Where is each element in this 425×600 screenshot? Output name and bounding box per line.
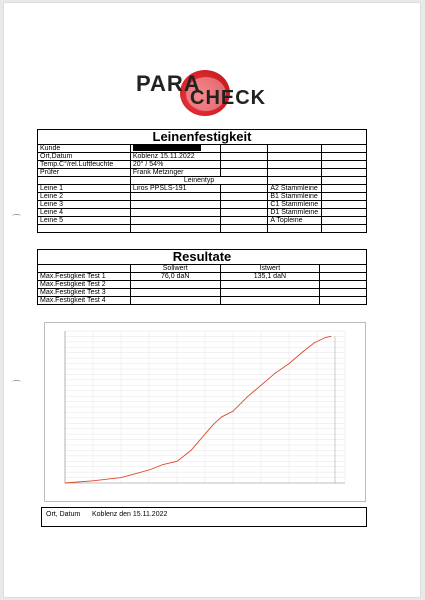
sollwert-header: Sollwert [130,265,220,273]
table-row: Max.Festigkeit Test 1 76,0 daN 135,1 daN [38,273,367,281]
istwert-header: Istwert [220,265,320,273]
kunde-value [130,145,220,153]
data-point [213,424,214,425]
data-point [261,385,262,386]
pruefer-label: Prüfer [38,169,131,177]
ort-label: Ort,Datum [38,153,131,161]
data-point [221,416,222,417]
temp-label: Temp.C°/rel.Luftfeuchte [38,161,131,169]
data-point [331,336,332,337]
results-title: Resultate [38,250,367,265]
data-point [303,351,304,352]
data-point [325,337,326,338]
table-row: Max.Festigkeit Test 3 [38,289,367,297]
logo-text-check: CHECK [190,87,267,109]
resultate-table [37,249,367,305]
leinen-info-table [37,129,367,233]
table-row: Leine 4 D1 Stammleine [38,209,367,217]
pruefer-value: Frank Metzinger [130,169,220,177]
kunde-label: Kunde [38,145,131,153]
page-title: Leinenfestigkeit [38,130,367,145]
data-point [177,461,178,462]
data-point [275,373,276,374]
data-point [289,363,290,364]
data-point [247,397,248,398]
table-row: Leine 3 C1 Stammleine [38,201,367,209]
scan-mark-icon: ⌒ [12,214,22,224]
data-point [233,411,234,412]
data-point [314,343,315,344]
footer-value: Koblenz den 15.11.2022 [92,511,168,518]
force-chart-svg [45,323,365,501]
para-check-logo [136,69,272,109]
data-point [191,450,192,451]
temp-value: 20° / 54% [130,161,220,169]
footer-box [41,507,367,527]
data-point [205,434,206,435]
data-point [149,470,150,471]
data-point [65,483,66,484]
leinentyp-header: Leinentyp [130,177,267,185]
table-row: Leine 5 A Topleine [38,217,367,225]
report-page [4,3,420,597]
footer-label: Ort, Datum [46,511,81,518]
table-row: Max.Festigkeit Test 2 [38,281,367,289]
force-chart [44,322,366,502]
table-row: Leine 2 B1 Stammleine [38,193,367,201]
table-row: Max.Festigkeit Test 4 [38,297,367,305]
ort-value: Koblenz 15.11.2022 [130,153,220,161]
logo-text-para: PARA [136,71,201,96]
table-row: Leine 1 Liros PPSLS-191 A2 Stammleine [38,185,367,193]
data-point [163,464,164,465]
data-point [93,480,94,481]
data-point [121,477,122,478]
scan-mark-icon: ⌒ [12,380,22,390]
redacted-block [133,145,201,151]
